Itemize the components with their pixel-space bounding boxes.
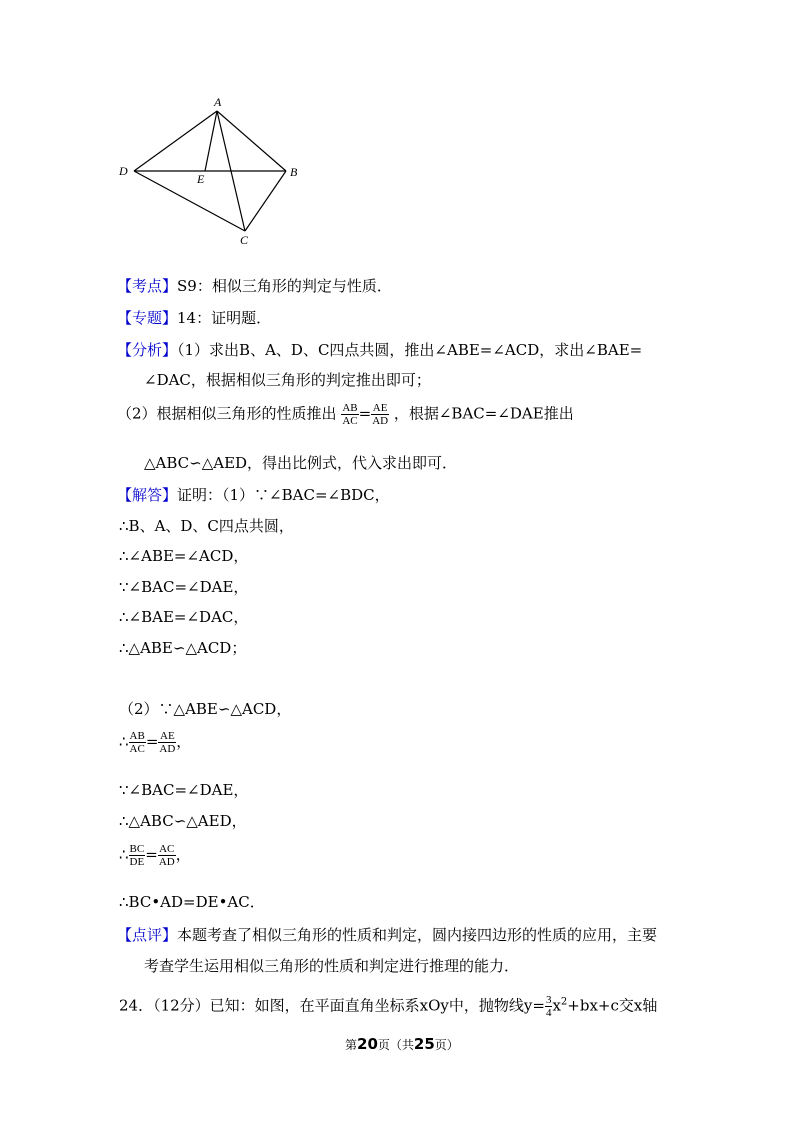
fenxi-line3: [117, 402, 574, 427]
fraction-ab-ac-2: $\frac{AB}{AC}$: [129, 730, 145, 755]
fenxi-text-4: △ABC∽△AED，得出比例式，代入求出即可．: [144, 454, 458, 472]
segment-ae: [205, 111, 217, 171]
kaodian-text: S9：相似三角形的判定与性质．: [177, 277, 392, 295]
jieda-tag: 【解答】: [117, 486, 178, 504]
geometry-figure: [110, 90, 310, 250]
segment-ad: [134, 111, 217, 171]
label-e: E: [197, 172, 205, 186]
dianping-line1: [117, 924, 657, 945]
jieda-line12: ∴BC•AD=DE•AC．: [119, 893, 265, 911]
kaodian-tag: 【考点】: [117, 277, 178, 295]
fenxi-text-3b: ，根据∠BAC=∠DAE推出: [393, 404, 574, 423]
fenxi-line1: [117, 339, 642, 360]
fraction-3-4: $\frac{3}{4}$: [545, 994, 552, 1019]
question-24: 24．（12分）已知：如图，在平面直角坐标系xOy中，抛物线y= $\frac{3}{4}$ $x^2+bx+c$交x轴: [119, 994, 658, 1019]
page-footer: 第20页（共25页）: [345, 1035, 459, 1053]
zhuanti-line: [117, 307, 271, 328]
kaodian-line: [117, 275, 392, 296]
segment-ab: [217, 111, 286, 171]
label-d: D: [119, 164, 128, 178]
fenxi-text-1: （1）求出B、A、D、C四点共圆，推出∠ABE=∠ACD，求出∠BAE=: [177, 341, 643, 359]
dianping-tag: 【点评】: [117, 926, 178, 944]
dianping-line2: [144, 955, 519, 976]
jieda-line9: ∵∠BAC=∠DAE，: [119, 781, 249, 799]
jieda-line4: ∵∠BAC=∠DAE，: [119, 578, 249, 596]
fraction-ac-ad: $\frac{AC}{AD}$: [158, 843, 175, 868]
jieda-text-1: 证明：（1）∵∠BAC=∠BDC，: [177, 486, 390, 504]
page-total: 25: [413, 1035, 435, 1053]
label-a: A: [214, 95, 222, 109]
segment-dc: [134, 171, 245, 231]
fraction-bc-de: $\frac{BC}{DE}$: [129, 843, 145, 868]
jieda-line10: ∴△ABC∽△AED，: [119, 812, 247, 830]
fenxi-tag: 【分析】: [117, 341, 178, 359]
jieda-line7: （2）∵△ABE∽△ACD，: [119, 700, 292, 718]
fraction-ae-ad-2: $\frac{AE}{AD}$: [159, 730, 176, 755]
jieda-line5: ∴∠BAE=∠DAC，: [119, 608, 249, 626]
zhuanti-tag: 【专题】: [117, 309, 178, 327]
fenxi-text-3a: （2）根据相似三角形的性质推出: [117, 404, 337, 423]
jieda-line11: ∴ $\frac{BC}{DE}$ = $\frac{AC}{AD}$ ，: [119, 843, 191, 868]
fenxi-line4: [144, 452, 457, 473]
jieda-line8: ∴ $\frac{AB}{AC}$ = $\frac{AE}{AD}$ ，: [119, 730, 192, 755]
fenxi-line2: [144, 369, 431, 390]
jieda-line1: [117, 484, 390, 505]
jieda-line6: ∴△ABE∽△ACD；: [119, 639, 247, 657]
fraction-ae-ad: $\frac{AE}{AD}$: [372, 402, 389, 427]
fraction-ab-ac: $\frac{AB}{AC}$: [342, 402, 358, 427]
fenxi-text-2: ∠DAC，根据相似三角形的判定推出即可；: [144, 371, 431, 389]
jieda-line2: ∴B、A、D、C四点共圆，: [119, 517, 294, 535]
segment-bc: [245, 171, 286, 231]
label-b: B: [290, 165, 298, 179]
dianping-text-2: 考查学生运用相似三角形的性质和判定进行推理的能力．: [144, 957, 520, 975]
jieda-line3: ∴∠ABE=∠ACD，: [119, 547, 249, 565]
zhuanti-text: 14：证明题．: [177, 309, 272, 327]
equals-sign: =: [358, 404, 372, 423]
page-number: 20: [357, 1035, 378, 1053]
label-c: C: [240, 233, 249, 247]
dianping-text-1: 本题考查了相似三角形的性质和判定，圆内接四边形的性质的应用，主要: [177, 926, 658, 944]
